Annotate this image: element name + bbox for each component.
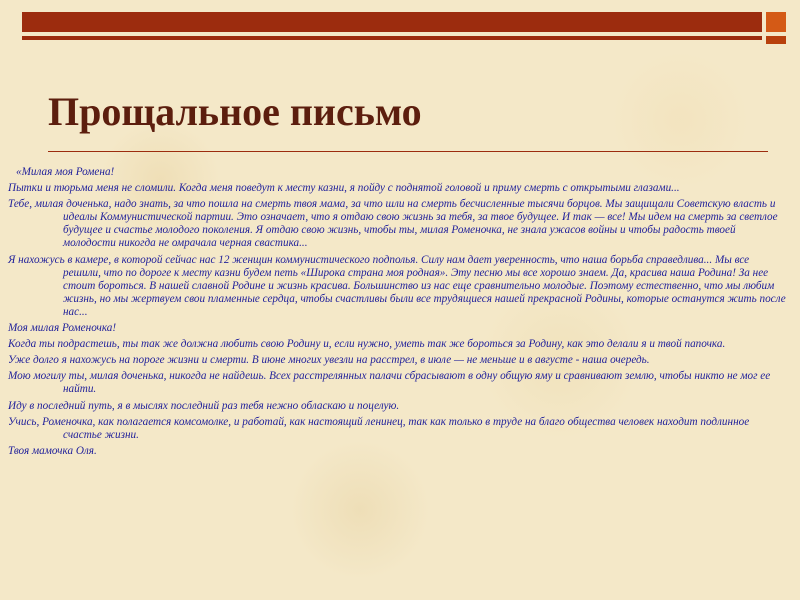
letter-paragraph: Пытки и тюрьма меня не сломили. Когда меня поведут к месту казни, я пойду с поднятой головой и приму смерть с открытыми глазами...: [8, 182, 680, 195]
letter-signature: Твоя мамочка Оля.: [8, 444, 97, 457]
header-decor-separator: [762, 8, 764, 48]
title-underline: [48, 151, 768, 152]
letter-paragraph: Тебе, милая доченька, надо знать, за что пошла на смерть твоя мама, за что шли на смерть бесчисленные тысячи борцов. Мы защищали Советскую власть и идеалы Коммунистической партии. Это означает, что я отдаю свою жизнь за тебя, за твое будущее. И так — все! Мы идем на смерть за светлое будущее и счастье молодого поколения. Я отдаю свою жизнь, чтобы ты, милая Роменочка, не знала ужасов войны и чтобы радость твоей молодости никогда не омрачала черная свастика...: [8, 198, 778, 250]
letter-paragraph: Я нахожусь в камере, в которой сейчас нас 12 женщин коммунистического подполья. Силу нам дает уверенность, что наша борьба справедлива... Мы все решили, что по дороге к месту казни будем петь «Широка страна моя родная». Эту песню мы все хорошо знаем. Да, красива наша Родина! За нее стоит бороться. В нашей славной Родине и жизнь красива. Большинство из нас еще сравнительно молодые. Поэтому естественно, что мы любим жизнь, но мы жертвуем свои пламенные сердца, чтобы счастливы были все трудящиеся нашей прекрасной Родины, которые останутся жить после нас...: [8, 253, 786, 318]
letter-paragraph: Мою могилу ты, милая доченька, никогда не найдешь. Всех расстрелянных палачи сбрасывают в одну общую яму и сравнивают землю, чтобы никто не мог ее найти.: [8, 370, 771, 396]
letter-greeting: «Милая моя Ромена!: [16, 166, 115, 178]
slide-title: Прощальное письмо: [48, 89, 422, 134]
header-decor-bar: [22, 12, 762, 32]
letter-paragraph: Иду в последний путь, я в мыслях последний раз тебя нежно обласкаю и поцелую.: [8, 399, 400, 412]
header-decor-square: [766, 12, 786, 32]
letter-body: [8, 166, 788, 461]
letter-paragraph: Уже долго я нахожусь на пороге жизни и смерти. В июне многих увезли на расстрел, в июле — не меньше и в августе - наша очередь.: [8, 354, 650, 367]
header-decor-square-small: [766, 36, 786, 44]
header-decor-line: [22, 36, 762, 40]
letter-paragraph: Моя милая Роменочка!: [8, 321, 117, 334]
letter-paragraph: Когда ты подрастешь, ты так же должна любить свою Родину и, если нужно, уметь так же бороться за Родину, как это делали я и твой папочка.: [8, 337, 726, 350]
letter-paragraph: Учись, Роменочка, как полагается комсомолке, и работай, как настоящий ленинец, так как только в труде на благо общества человек находит подлинное счастье жизни.: [8, 415, 750, 441]
